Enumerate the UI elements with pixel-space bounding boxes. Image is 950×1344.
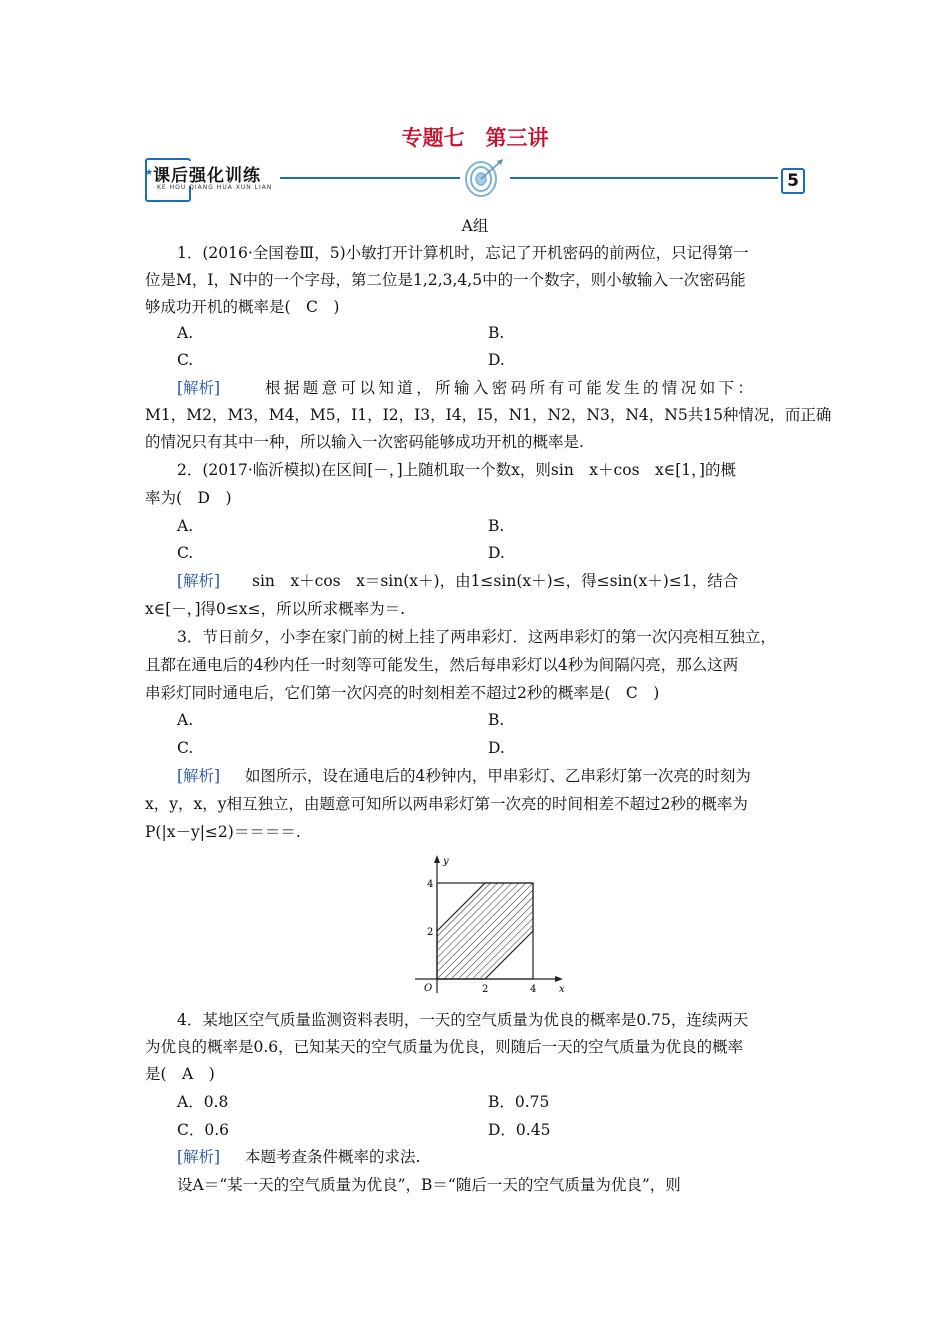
page-title: 专题七 第三讲 <box>401 126 549 150</box>
target-icon <box>451 157 511 199</box>
q3-option-d: D. <box>488 739 505 757</box>
q1-solution-line-3: 的情况只有其中一种，所以输入一次密码能够成功开机的概率是. <box>145 433 584 451</box>
origin-label: O <box>424 983 433 994</box>
q3-solution-label: [解析] <box>177 767 221 785</box>
q2-solution-line-2: x∈[－，]得0≤x≤，所以所求概率为＝. <box>145 600 406 618</box>
y-axis-label: y <box>443 856 449 867</box>
q1-option-d: D. <box>488 351 505 369</box>
q3-solution-line-1: 如图所示，设在通电后的4秒钟内，甲串彩灯、乙串彩灯第一次亮的时刻为 <box>245 767 751 785</box>
q1-line-1: 1．(2016·全国卷Ⅲ，5)小敏打开计算机时，忘记了开机密码的前两位，只记得第一 <box>177 244 749 262</box>
q2-line-1: 2．(2017·临沂模拟)在区间[－，]上随机取一个数x，则sin x＋cos x∈[1，]的概 <box>177 461 736 479</box>
y-tick-2: 2 <box>427 927 434 938</box>
q2-option-a: A. <box>177 517 194 535</box>
q4-line-1: 4．某地区空气质量监测资料表明，一天的空气质量为优良的概率是0.75，连续两天 <box>177 1011 749 1029</box>
q4-option-b: B．0.75 <box>488 1093 550 1111</box>
q2-line-2: 率为( D ) <box>145 489 232 507</box>
y-tick-4: 4 <box>427 879 434 890</box>
q4-solution-label: [解析] <box>177 1148 221 1166</box>
q4-line-3: 是( A ) <box>145 1065 215 1083</box>
q3-option-a: A. <box>177 711 194 729</box>
q2-option-b: B. <box>488 517 505 535</box>
q2-solution-line-1: sin x＋cos x＝sin(x＋)，由1≤sin(x＋)≤，得≤sin(x＋)≤1，结合 <box>252 572 739 590</box>
q3-line-2: 且都在通电后的4秒内任一时刻等可能发生，然后每串彩灯以4秒为间隔闪亮，那么这两 <box>145 656 739 674</box>
q1-line-2: 位是M，I，N中的一个字母，第二位是1,2,3,4,5中的一个数字，则小敏输入一次密码能 <box>145 271 746 289</box>
q3-solution-line-2: x，y，x，y相互独立，由题意可知所以两串彩灯第一次亮的时间相差不超过2秒的概率为 <box>145 795 748 813</box>
q2-option-d: D. <box>488 544 505 562</box>
banner-label: 课后强化训练 <box>153 161 265 186</box>
q4-solution-line-2: 设A＝“某一天的空气质量为优良”，B＝“随后一天的空气质量为优良”，则 <box>177 1176 681 1194</box>
q1-option-c: C. <box>177 351 194 369</box>
q4-option-d: D．0.45 <box>488 1121 551 1139</box>
q1-option-b: B. <box>488 324 505 342</box>
q4-option-c: C．0.6 <box>177 1121 230 1139</box>
q1-solution-line-1: 根据题意可以知道，所输入密码所有可能发生的情况如下： <box>265 379 757 397</box>
banner-divider-left <box>280 177 460 179</box>
x-axis-label: x <box>559 984 565 995</box>
banner-divider-right <box>510 177 778 179</box>
q1-solution-label: [解析] <box>177 379 221 397</box>
star-icon: ★ <box>145 168 154 178</box>
section-banner <box>145 155 810 203</box>
section-number-badge: 5 <box>781 168 805 194</box>
q1-solution-line-2: M1，M2，M3，M4，M5，I1，I2，I3，I4，I5，N1，N2，N3，N4，N5共15种情况，而正确 <box>145 406 832 424</box>
q3-line-1: 3．节日前夕，小李在家门前的树上挂了两串彩灯．这两串彩灯的第一次闪亮相互独立， <box>177 628 776 646</box>
q3-solution-line-3: P(|x－y|≤2)＝＝＝＝. <box>145 823 301 841</box>
q3-option-c: C. <box>177 739 194 757</box>
q2-solution-label: [解析] <box>177 572 221 590</box>
group-heading: A组 <box>461 217 489 235</box>
q4-solution-line-1: 本题考查条件概率的求法. <box>245 1148 421 1166</box>
q2-option-c: C. <box>177 544 194 562</box>
banner-pinyin: KE HOU QIANG HUA XUN LIAN <box>157 184 273 191</box>
q1-option-a: A. <box>177 324 194 342</box>
q4-option-a: A．0.8 <box>177 1093 229 1111</box>
q3-line-3: 串彩灯同时通电后，它们第一次闪亮的时刻相差不超过2秒的概率是( C ) <box>145 684 660 702</box>
probability-region-figure <box>407 853 577 998</box>
shaded-region <box>437 883 533 979</box>
q1-line-3: 够成功开机的概率是( C ) <box>145 298 340 316</box>
x-tick-2: 2 <box>482 984 489 995</box>
x-tick-4: 4 <box>530 984 537 995</box>
q3-option-b: B. <box>488 711 505 729</box>
q4-line-2: 为优良的概率是0.6，已知某天的空气质量为优良，则随后一天的空气质量为优良的概率 <box>145 1038 744 1056</box>
